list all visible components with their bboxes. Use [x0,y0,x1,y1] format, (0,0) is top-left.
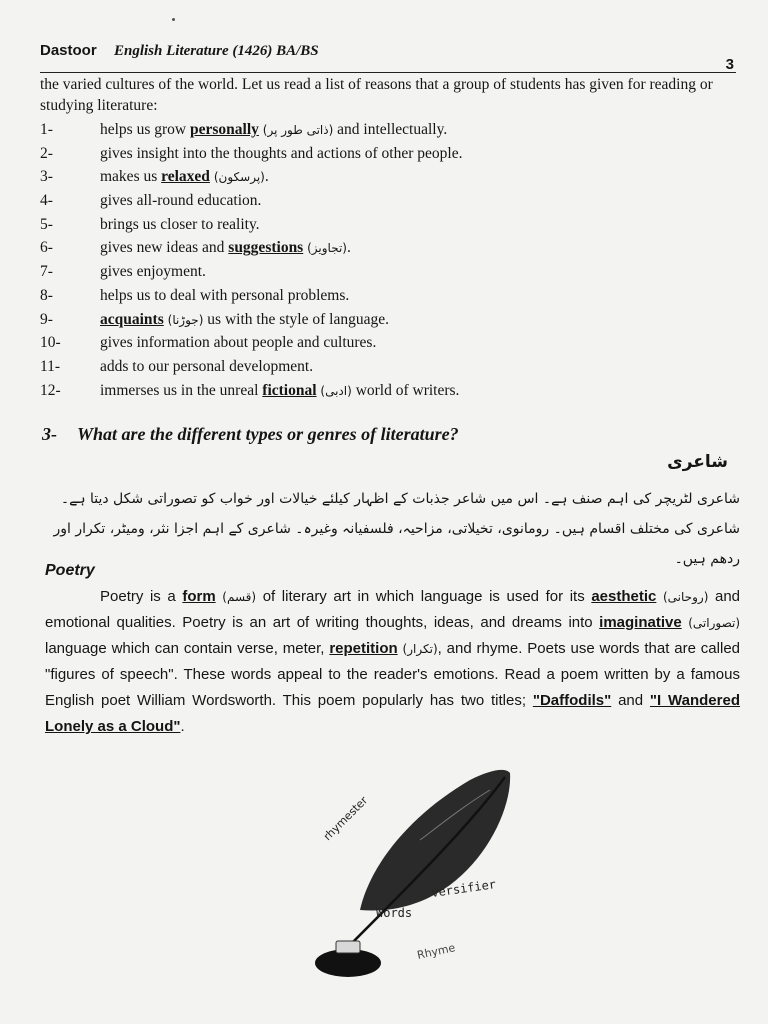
poetry-text-7: . [180,718,185,735]
item-text-after: us with the style of language. [203,310,389,328]
list-item [40,236,740,260]
list-item [40,118,740,142]
item-text-before: makes us [100,168,162,186]
list-item [40,260,740,284]
page-header [40,42,736,73]
item-text [100,284,349,308]
question-number: 3- [42,424,57,444]
item-number: 2- [40,144,53,162]
poetry-text-5: , and rhyme. Poets use words that are called "figures of speech". These words appeal to the reader's emotions. Read a poem written by a famous English poet William Wordsworth. This poem popularly has two titles; [45,640,741,709]
item-text [100,260,206,284]
item-number: 7- [40,263,53,281]
item-urdu-gloss: (جوڑنا) [167,312,204,327]
urdu-paragraph: شاعری لٹریچر کی اہم صنف ہے۔ اس میں شاعر جذبات کے اظہار کیلئے خیالات اور خواب کو تصوراتی شکل دیتا ہے۔ شاعری کی مختلف اقسام ہیں۔ رومانوی، تخیلاتی، مزاحیہ، فلسفیانہ وغیرہ۔ شاعری کے اہم اجزا نثر، ومیٹر، تکرار اور ردھم ہیں۔ [53,491,740,567]
list-item [40,331,740,355]
item-text [100,165,269,190]
urdu-gloss-form: (قسم) [222,590,257,604]
urdu-gloss-repetition: (تکرار) [402,642,438,656]
item-text-before: adds to our personal development. [100,357,314,375]
item-keyword: relaxed [161,168,210,186]
item-text-after: . [346,239,351,257]
poem-title-daffodils: "Daffodils" [532,692,612,709]
poetry-heading: Poetry [45,562,95,579]
item-text [100,189,261,213]
question-text: What are the different types or genres of literature? [77,424,459,444]
page-number: 3 [725,56,734,73]
item-number: 9- [40,310,53,328]
poetry-text-1: Poetry is a [100,588,183,605]
item-text [100,213,260,237]
intro-paragraph: the varied cultures of the world. Let us read a list of reasons that a group of students has given for reading or studying literature: [40,76,713,114]
list-item [40,165,740,189]
item-number: 5- [40,215,53,233]
poetry-text-6: and [611,692,650,709]
item-text-after: world of writers. [351,381,460,399]
item-urdu-gloss: (تجاویز) [307,241,347,256]
item-text [100,331,376,355]
item-keyword: fictional [262,381,317,399]
item-text-before: gives information about people and cultures. [100,334,377,352]
item-urdu-gloss: (پرسکون) [213,170,265,185]
speck [172,18,175,21]
item-text-before: gives insight into the thoughts and actions of other people. [100,144,463,162]
keyword-aesthetic: aesthetic [591,588,657,605]
item-number: 6- [40,239,53,257]
item-text-before: immerses us in the unreal [100,381,263,399]
inkpot-neck [336,941,360,953]
item-number: 10- [40,334,61,352]
course-title: English Literature (1426) BA/BS [114,43,319,59]
item-text [100,142,462,166]
illustration-word-rhymester: rhymester [320,793,371,844]
item-text [100,236,351,261]
question-heading [42,424,459,445]
keyword-repetition: repetition [329,640,398,657]
item-text-before: brings us closer to reality. [100,215,260,233]
item-text [100,118,447,143]
item-number: 12- [40,381,61,399]
urdu-gloss-aesthetic: (روحانی) [662,590,709,604]
item-keyword: acquaints [100,310,164,328]
item-number: 1- [40,121,53,138]
item-number: 3- [40,168,53,186]
item-keyword: suggestions [228,239,304,257]
poetry-text-3: and emotional qualities. Poetry is an art of writing thoughts, ideas, and dreams into [45,588,741,631]
item-number: 4- [40,192,53,210]
poem-title-wandered: "I Wandered Lonely as a Cloud" [45,692,740,735]
item-urdu-gloss: (ذاتی طور پر) [262,123,334,137]
illustration-word-rhyme: Rhyme [415,941,457,962]
quill-inkpot-illustration [300,745,530,980]
item-text-after: and intellectually. [333,121,448,138]
item-text [100,308,389,333]
list-item [40,142,740,166]
item-number: 8- [40,286,53,304]
urdu-gloss-imaginative: (تصوراتی) [688,616,741,630]
item-urdu-gloss: (ادبی) [320,383,352,398]
item-text-before: helps us grow [100,121,190,138]
item-text [100,379,459,404]
item-text-before: helps us to deal with personal problems. [100,286,350,304]
item-number: 11- [40,357,61,375]
item-text [100,355,313,379]
list-item [40,189,740,213]
poetry-text-2: of literary art in which language is used for its [256,588,592,605]
illustration-word-versifier: versifier [430,877,497,900]
reasons-list [40,118,740,402]
list-item [40,284,740,308]
poetry-text-4: language which can contain verse, meter, [45,640,330,657]
list-item [40,213,740,237]
item-text-after: . [264,168,269,186]
keyword-form: form [182,588,216,605]
list-item [40,308,740,332]
list-item [40,355,740,379]
urdu-heading: شاعری [667,452,728,472]
illustration-word-words: Words [376,906,413,920]
poetry-paragraph [45,584,740,740]
publisher-name: Dastoor [40,42,97,59]
keyword-imaginative: imaginative [599,614,682,631]
list-item [40,379,740,403]
item-text-before: gives all-round education. [100,192,262,210]
item-text-before: gives new ideas and [100,239,229,257]
item-text-before: gives enjoyment. [100,263,206,281]
item-keyword: personally [189,121,259,138]
